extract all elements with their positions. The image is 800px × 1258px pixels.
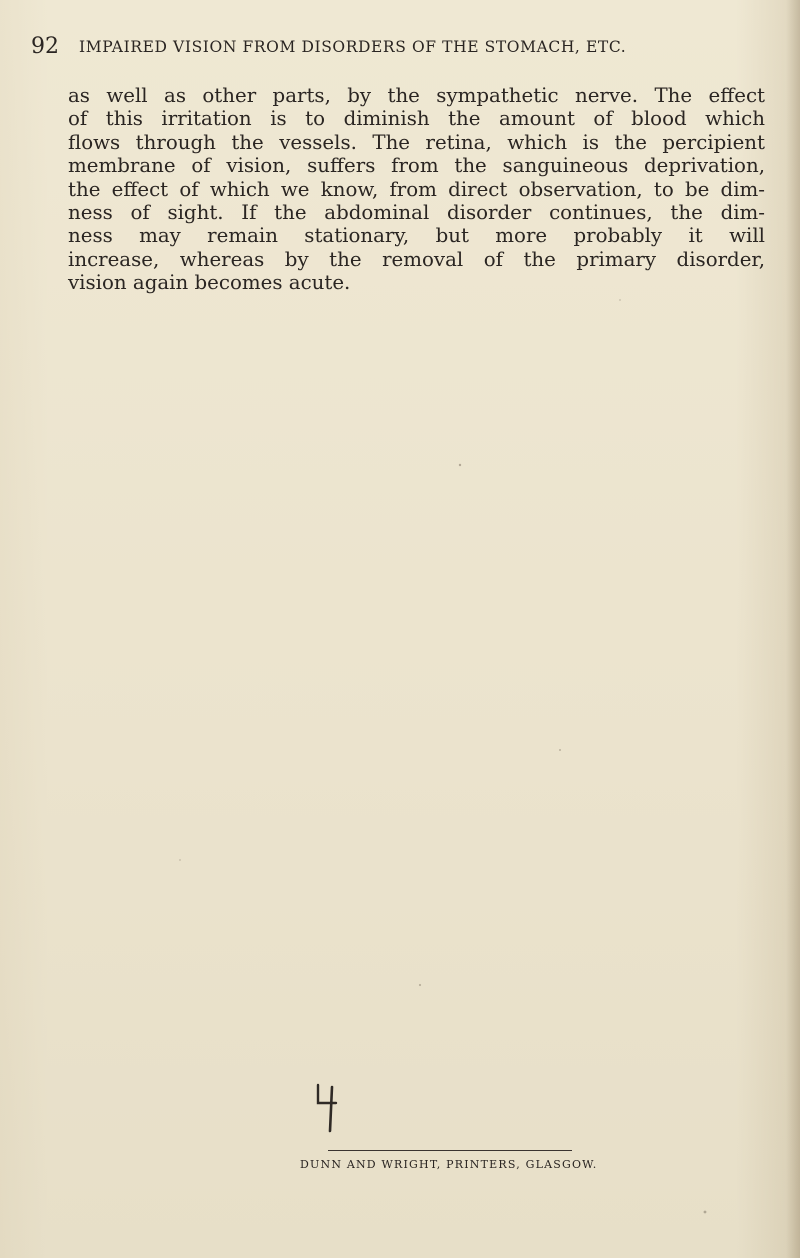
text-line: membrane of vision, suffers from the sanguineous deprivation, xyxy=(68,154,765,178)
text-line: of this irritation is to diminish the amount of blood which xyxy=(68,107,765,131)
text-line: vision again becomes acute. xyxy=(68,271,351,295)
text-line: ness of sight. If the abdominal disorder continues, the dim- xyxy=(68,201,765,225)
imprint-rule xyxy=(328,1150,572,1151)
text-line: increase, whereas by the removal of the primary disorder, xyxy=(68,247,765,271)
page-number: 92 xyxy=(31,34,59,59)
running-head: IMPAIRED VISION FROM DISORDERS OF THE STOMACH, ETC. xyxy=(79,38,627,56)
text-line: ness may remain stationary, but more probably it will xyxy=(68,224,765,248)
fleuron-ornament-icon xyxy=(316,1083,338,1133)
text-line: the effect of which we know, from direct observation, to be dim- xyxy=(68,177,765,201)
text-line: flows through the vessels. The retina, which is the percipient xyxy=(68,130,765,154)
text-line: as well as other parts, by the sympathetic nerve. The effect xyxy=(68,84,765,107)
page-header xyxy=(0,34,800,60)
page-edge-shadow xyxy=(786,0,800,1258)
printer-imprint: DUNN AND WRIGHT, PRINTERS, GLASGOW. xyxy=(300,1158,598,1171)
body-paragraph xyxy=(68,84,765,295)
